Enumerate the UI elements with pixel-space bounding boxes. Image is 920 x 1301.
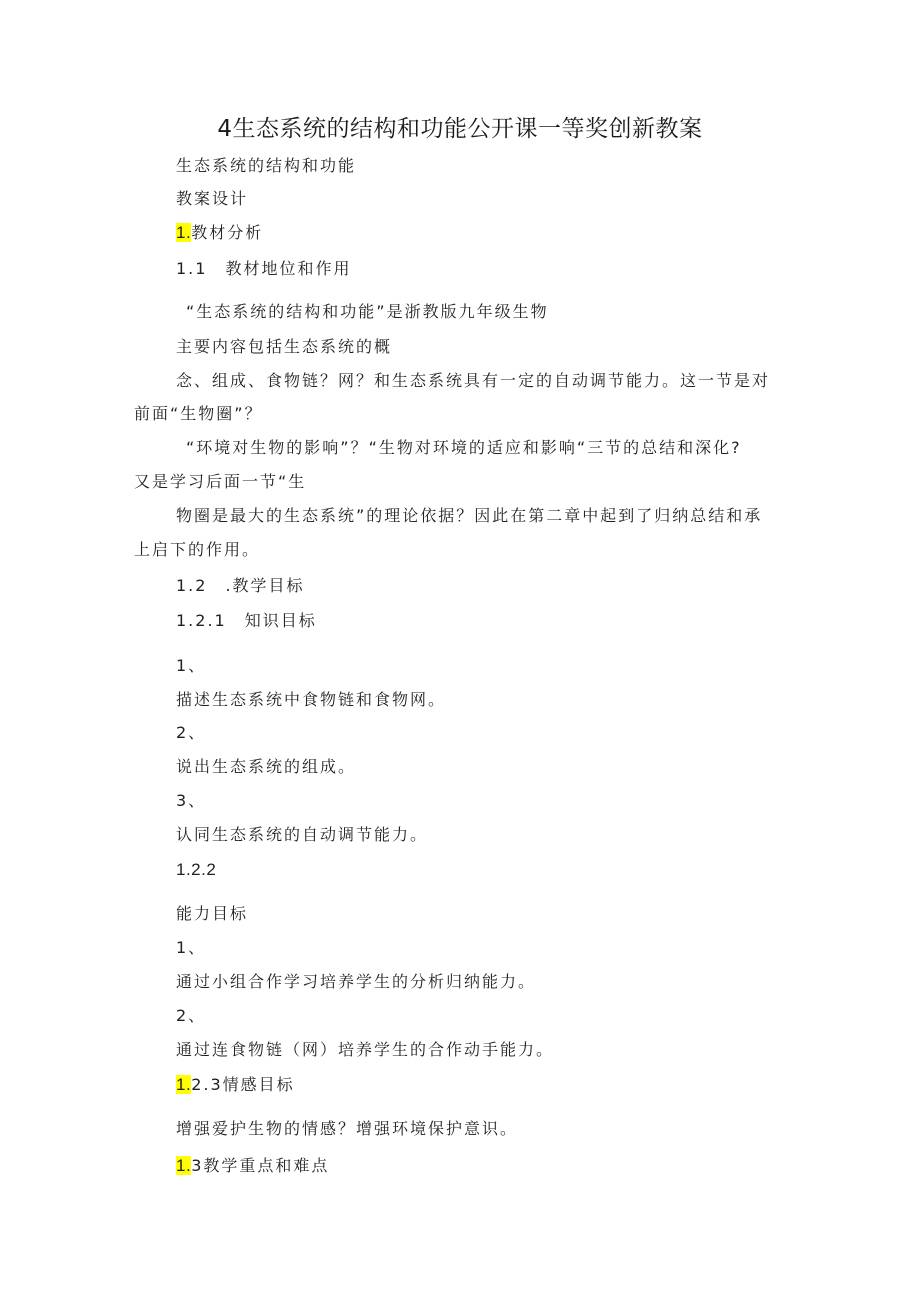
paragraph-line: 又是学习后面一节“生 — [134, 472, 307, 491]
paragraph-line: “生态系统的结构和功能”是浙教版九年级生物 — [186, 302, 549, 321]
paragraph-line: 物圈是最大的生态系统”的理论依据？因此在第二章中起到了归纳总结和承 — [176, 506, 763, 525]
list-number: 1、 — [176, 656, 207, 675]
list-number: 2、 — [176, 1006, 207, 1025]
list-item: 通过连食物链（网）培养学生的合作动手能力。 — [176, 1040, 555, 1059]
list-number: 3、 — [176, 791, 207, 810]
heading-line — [176, 1075, 295, 1095]
heading-line — [176, 1156, 329, 1176]
heading-line: 1.2.2 — [176, 860, 217, 879]
list-item: 认同生态系统的自动调节能力。 — [176, 825, 429, 844]
heading-text: 3教学重点和难点 — [191, 1156, 330, 1175]
heading-line: 能力目标 — [176, 904, 249, 923]
heading-text: 教材分析 — [191, 223, 264, 242]
highlighted-number: 1. — [176, 223, 192, 242]
paragraph-line: 教案设计 — [176, 189, 249, 208]
paragraph-line: 上启下的作用。 — [134, 540, 261, 559]
paragraph-line: 主要内容包括生态系统的概 — [176, 337, 393, 356]
heading-text: 2.3情感目标 — [191, 1075, 295, 1094]
highlighted-number: 1. — [176, 1075, 192, 1094]
heading-line: 1.1 教材地位和作用 — [176, 259, 352, 278]
paragraph-line: 生态系统的结构和功能 — [176, 156, 357, 175]
paragraph-line: “环境对生物的影响”？“生物对环境的适应和影响“三节的总结和深化? — [186, 438, 742, 457]
heading-line — [176, 223, 263, 243]
heading-line: 1.2 .教学目标 — [176, 576, 305, 595]
list-number: 1、 — [176, 938, 207, 957]
list-item: 通过小组合作学习培养学生的分析归纳能力。 — [176, 972, 537, 991]
paragraph-line: 念、组成、食物链？网？和生态系统具有一定的自动调节能力。这一节是对 — [176, 371, 771, 390]
paragraph-line: 前面“生物圈”？ — [134, 404, 263, 423]
list-item: 描述生态系统中食物链和食物网。 — [176, 690, 447, 709]
paragraph-line: 增强爱护生物的情感？增强环境保护意识。 — [176, 1119, 519, 1138]
heading-line: 1.2.1 知识目标 — [176, 611, 317, 630]
list-number: 2、 — [176, 723, 207, 742]
list-item: 说出生态系统的组成。 — [176, 757, 357, 776]
highlighted-number: 1. — [176, 1156, 192, 1175]
document-title: 4生态系统的结构和功能公开课一等奖创新教案 — [217, 116, 703, 142]
